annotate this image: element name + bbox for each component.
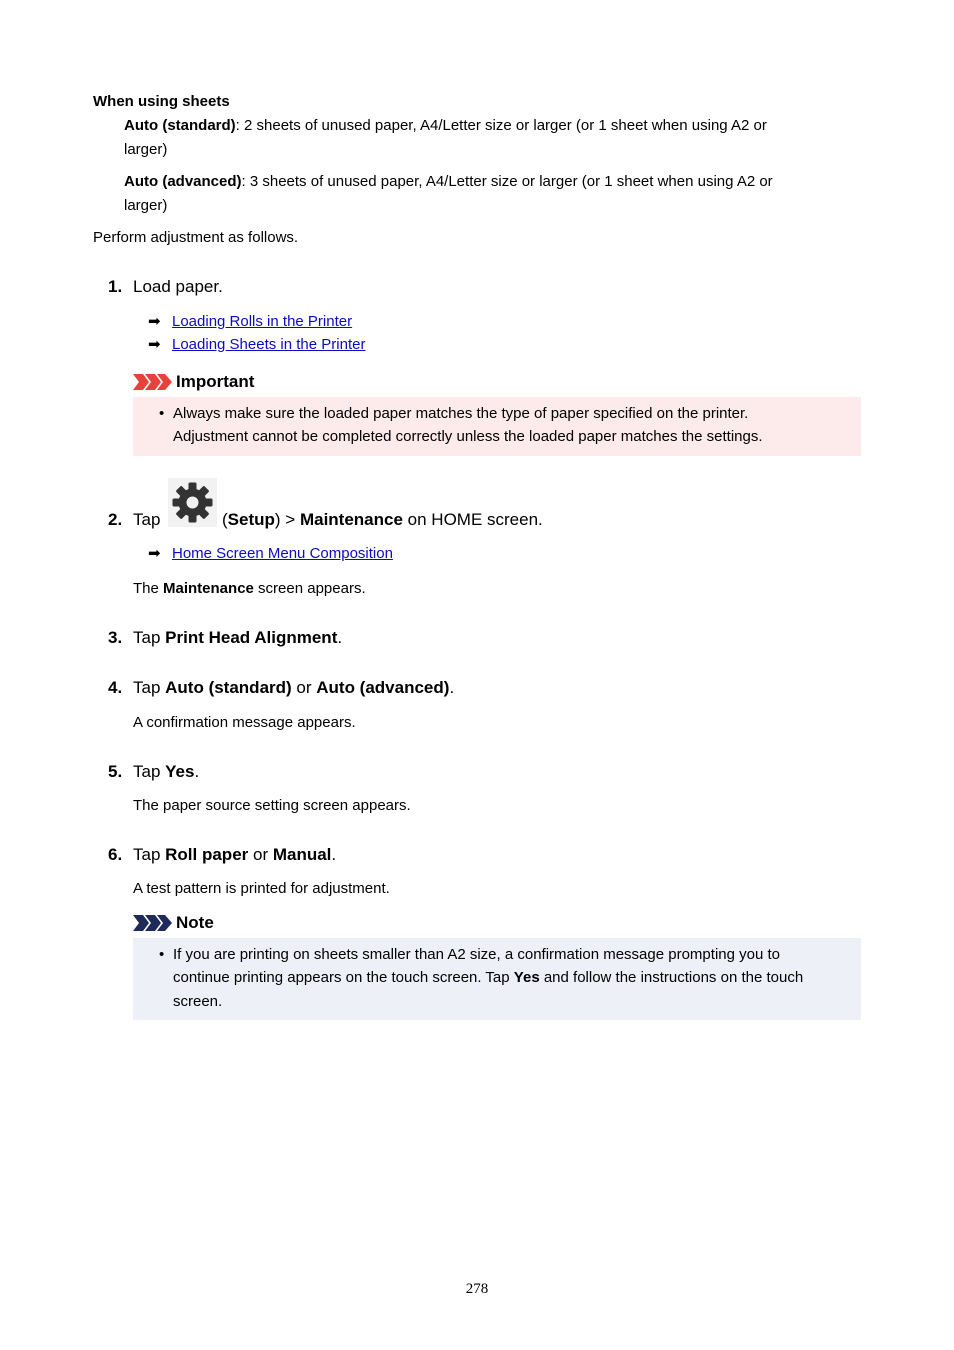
link-row-home	[148, 542, 393, 566]
intro-text: Perform adjustment as follows.	[93, 229, 299, 246]
bullet: •	[159, 405, 165, 422]
note-chevrons-icon	[133, 915, 173, 931]
auto-standard-label: Auto (standard)	[124, 117, 236, 134]
important-chevrons-icon	[133, 374, 173, 390]
step-6-result: A test pattern is printed for adjustment.	[133, 880, 390, 897]
step-3-text: Tap Print Head Alignment.	[133, 628, 343, 647]
auto-advanced-label: Auto (advanced)	[124, 173, 242, 190]
important-line-2: Adjustment cannot be completed correctly unless the loaded paper matches the settings.	[173, 428, 763, 445]
step-4-text: Tap Auto (standard) or Auto (advanced).	[133, 678, 455, 697]
step-2-text: (Setup) > Maintenance on HOME screen.	[222, 510, 543, 529]
step-6-text: Tap Roll paper or Manual.	[133, 845, 337, 864]
maintenance-label: Maintenance	[299, 510, 403, 529]
step-2-result: The Maintenance screen appears.	[133, 580, 366, 597]
link-row-sheets	[148, 333, 365, 357]
page-number: 278	[465, 1281, 489, 1297]
auto-standard-desc: Auto (standard): 2 sheets of unused paper, A4/Letter size or larger (or 1 sheet when using A2 or	[124, 117, 767, 134]
link-home-screen-menu[interactable]: Home Screen Menu Composition	[172, 545, 393, 562]
step-1-text: Load paper.	[133, 277, 223, 296]
step-3-number: 3.	[108, 628, 123, 647]
auto-advanced-desc-cont: larger)	[124, 197, 168, 214]
note-line-3: screen.	[173, 993, 223, 1010]
step-2-number: 2.	[108, 510, 123, 529]
link-row-rolls	[148, 310, 352, 334]
section-heading: When using sheets	[93, 93, 230, 110]
important-line-1: Always make sure the loaded paper matches the type of paper specified on the printer.	[173, 405, 749, 422]
setup-gear-tile	[168, 478, 217, 527]
bullet: •	[159, 946, 165, 963]
arrow-right-icon: ➡	[148, 545, 161, 562]
step-4-result: A confirmation message appears.	[133, 714, 356, 731]
step-5-text: Tap Yes.	[133, 762, 200, 781]
step-4-number: 4.	[108, 678, 123, 697]
note-line-2: continue printing appears on the touch screen. Tap Yes and follow the instructions on the touch	[173, 969, 804, 986]
step-5-result: The paper source setting screen appears.	[133, 797, 411, 814]
note-line-1: If you are printing on sheets smaller than A2 size, a confirmation message prompting you to	[173, 946, 780, 963]
arrow-right-icon: ➡	[148, 313, 161, 330]
step-1-number: 1.	[108, 277, 123, 296]
link-loading-rolls[interactable]: Loading Rolls in the Printer	[172, 313, 353, 330]
important-title: Important	[176, 372, 255, 391]
arrow-right-icon: ➡	[148, 336, 161, 353]
step-6-number: 6.	[108, 845, 123, 864]
auto-advanced-desc: Auto (advanced): 3 sheets of unused paper, A4/Letter size or larger (or 1 sheet when using A2 or	[124, 173, 773, 190]
link-loading-sheets[interactable]: Loading Sheets in the Printer	[172, 336, 366, 353]
auto-standard-desc-cont: larger)	[124, 141, 168, 158]
setup-label: Setup	[227, 510, 275, 529]
gear-icon	[168, 478, 217, 527]
step-2-tap: Tap	[133, 510, 161, 529]
note-title: Note	[176, 913, 214, 932]
step-5-number: 5.	[108, 762, 123, 781]
